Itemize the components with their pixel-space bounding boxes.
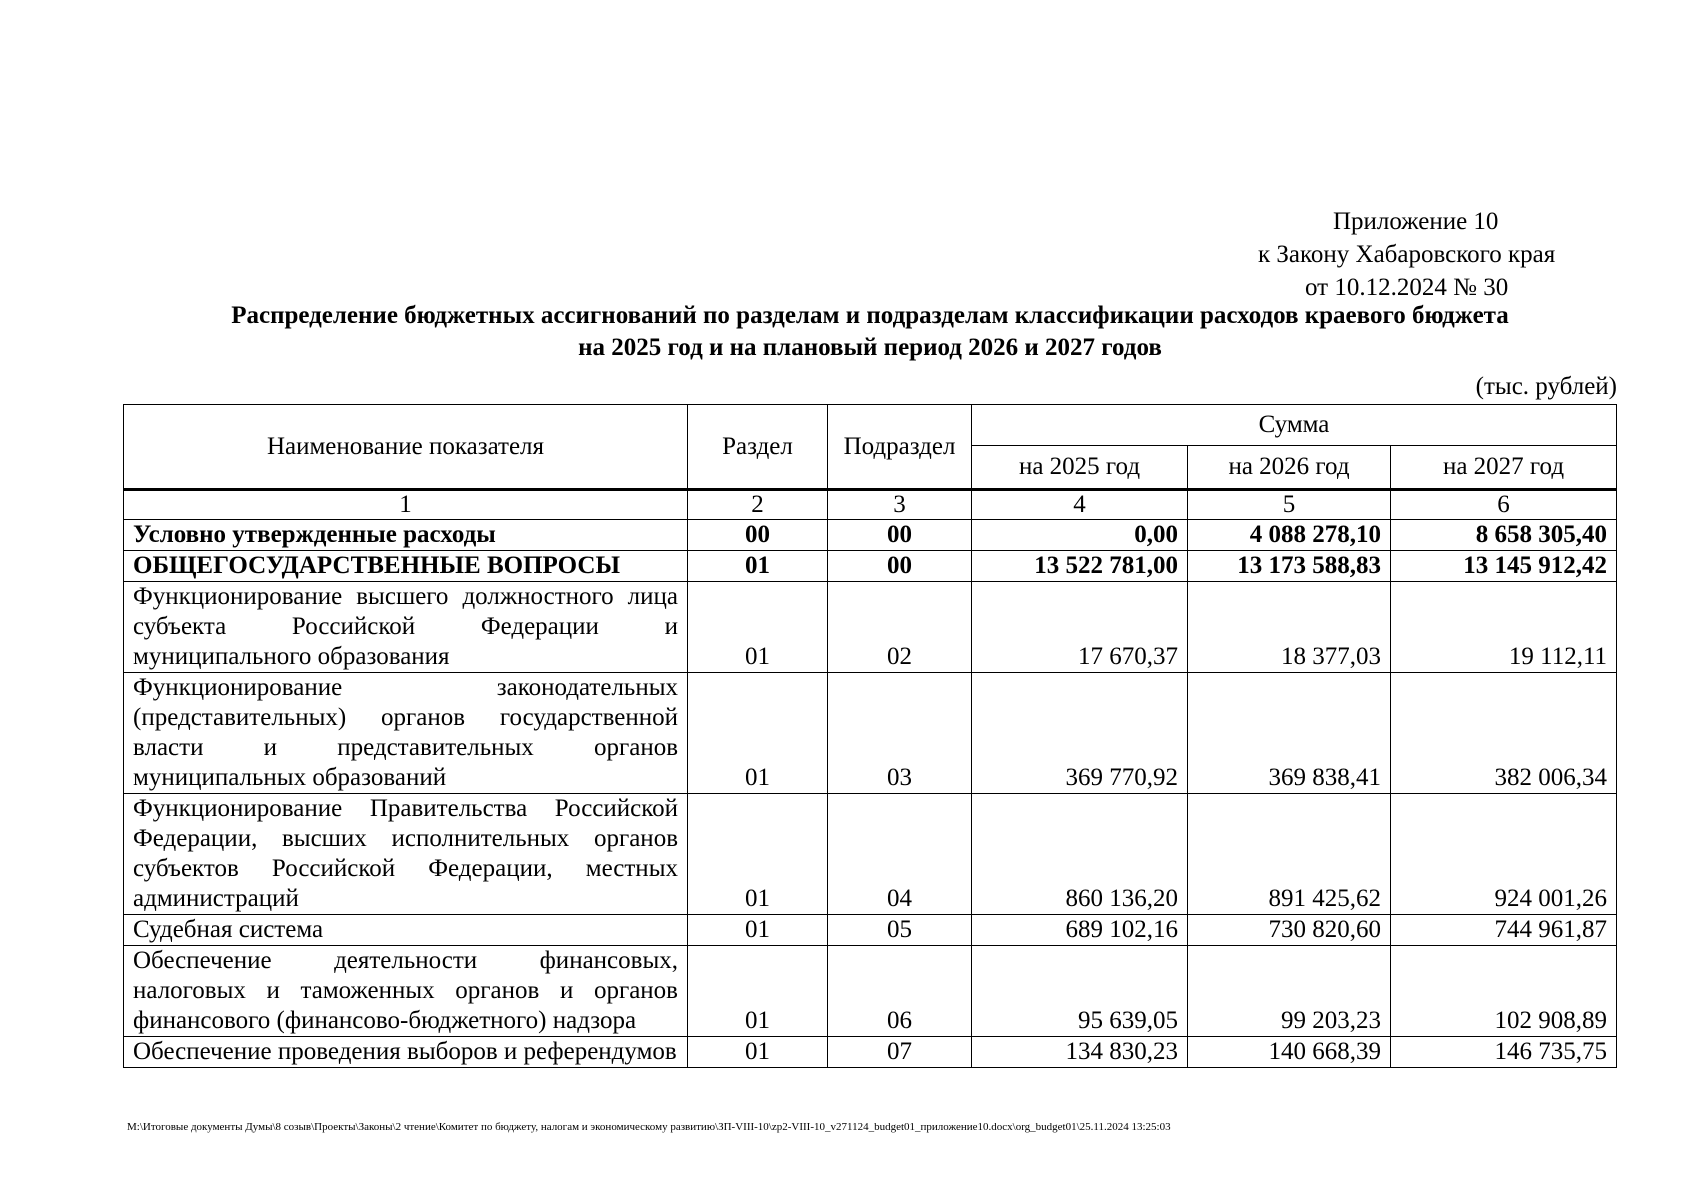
row-amount-2026: 891 425,62	[1188, 794, 1391, 915]
annex-number: Приложение 10	[1333, 208, 1499, 235]
document-title-line1: Распределение бюджетных ассигнований по разделам и подразделам классификации расходов краевого бюджета	[231, 302, 1509, 329]
row-amount-2027: 8 658 305,40	[1391, 520, 1617, 551]
units-label: (тыс. рублей)	[1475, 373, 1617, 400]
row-section: 01	[688, 915, 828, 946]
row-name: Обеспечение деятельности финансовых, налоговых и таможенных органов и органов финансового (финансово-бюджетного) надзора	[124, 946, 688, 1037]
row-amount-2025: 369 770,92	[972, 673, 1188, 794]
document-title	[150, 300, 1590, 364]
row-section: 01	[688, 1037, 828, 1068]
row-section: 01	[688, 582, 828, 673]
annex-header	[1180, 205, 1680, 304]
header-subsection: Подраздел	[828, 405, 972, 490]
row-amount-2025: 0,00	[972, 520, 1188, 551]
header-sum: Сумма	[972, 405, 1617, 446]
row-amount-2027: 13 145 912,42	[1391, 551, 1617, 582]
header-year-2025: на 2025 год	[972, 446, 1188, 490]
row-section: 01	[688, 794, 828, 915]
row-name: Судебная система	[124, 915, 688, 946]
annex-law-date: от 10.12.2024 № 30	[1305, 274, 1509, 301]
row-section: 01	[688, 946, 828, 1037]
document-title-line2: на 2025 год и на плановый период 2026 и 2027 годов	[578, 334, 1162, 361]
table-row	[124, 1037, 1617, 1068]
row-amount-2026: 140 668,39	[1188, 1037, 1391, 1068]
row-subsection: 07	[828, 1037, 972, 1068]
row-name: Функционирование высшего должностного лица субъекта Российской Федерации и муниципального образования	[124, 582, 688, 673]
row-amount-2025: 13 522 781,00	[972, 551, 1188, 582]
row-amount-2025: 689 102,16	[972, 915, 1188, 946]
table-row	[124, 520, 1617, 551]
row-subsection: 06	[828, 946, 972, 1037]
row-subsection: 00	[828, 520, 972, 551]
column-number: 2	[688, 490, 828, 520]
row-amount-2027: 382 006,34	[1391, 673, 1617, 794]
row-amount-2026: 99 203,23	[1188, 946, 1391, 1037]
row-amount-2027: 19 112,11	[1391, 582, 1617, 673]
row-subsection: 04	[828, 794, 972, 915]
row-amount-2026: 369 838,41	[1188, 673, 1391, 794]
budget-table	[123, 404, 1617, 1068]
column-number: 1	[124, 490, 688, 520]
row-amount-2025: 860 136,20	[972, 794, 1188, 915]
row-subsection: 03	[828, 673, 972, 794]
column-number: 3	[828, 490, 972, 520]
row-section: 01	[688, 673, 828, 794]
file-path-footer: M:\Итоговые документы Думы\8 созыв\Проекты\Законы\2 чтение\Комитет по бюджету, налогам и экономическому развитию\ЗП-VIII-10\zp2-VIII-10_v271124_budget01_приложение10.docx\org_budget01\25.11.2024 13:25:03	[127, 1121, 1171, 1133]
row-amount-2026: 18 377,03	[1188, 582, 1391, 673]
header-year-2027: на 2027 год	[1391, 446, 1617, 490]
row-amount-2026: 13 173 588,83	[1188, 551, 1391, 582]
row-amount-2027: 146 735,75	[1391, 1037, 1617, 1068]
row-name: Функционирование Правительства Российской Федерации, высших исполнительных органов субъектов Российской Федерации, местных администраций	[124, 794, 688, 915]
row-amount-2027: 924 001,26	[1391, 794, 1617, 915]
row-amount-2025: 134 830,23	[972, 1037, 1188, 1068]
column-numbers-row	[124, 490, 1617, 520]
row-subsection: 02	[828, 582, 972, 673]
column-number: 4	[972, 490, 1188, 520]
row-name: Условно утвержденные расходы	[124, 520, 688, 551]
row-subsection: 05	[828, 915, 972, 946]
row-amount-2027: 744 961,87	[1391, 915, 1617, 946]
table-header-row	[124, 405, 1617, 446]
row-amount-2026: 4 088 278,10	[1188, 520, 1391, 551]
row-amount-2025: 95 639,05	[972, 946, 1188, 1037]
row-amount-2026: 730 820,60	[1188, 915, 1391, 946]
header-year-2026: на 2026 год	[1188, 446, 1391, 490]
annex-law-reference: к Закону Хабаровского края	[1258, 241, 1556, 268]
row-name: ОБЩЕГОСУДАРСТВЕННЫЕ ВОПРОСЫ	[124, 551, 688, 582]
row-section: 01	[688, 551, 828, 582]
row-subsection: 00	[828, 551, 972, 582]
table-row	[124, 946, 1617, 1037]
column-number: 6	[1391, 490, 1617, 520]
header-section: Раздел	[688, 405, 828, 490]
column-number: 5	[1188, 490, 1391, 520]
table-row	[124, 794, 1617, 915]
row-section: 00	[688, 520, 828, 551]
table-row	[124, 551, 1617, 582]
table-row	[124, 582, 1617, 673]
row-name: Обеспечение проведения выборов и референдумов	[124, 1037, 688, 1068]
table-row	[124, 673, 1617, 794]
header-name: Наименование показателя	[124, 405, 688, 490]
row-amount-2025: 17 670,37	[972, 582, 1188, 673]
row-name: Функционирование законодательных (представительных) органов государственной власти и представительных органов муниципальных образований	[124, 673, 688, 794]
row-amount-2027: 102 908,89	[1391, 946, 1617, 1037]
table-row	[124, 915, 1617, 946]
